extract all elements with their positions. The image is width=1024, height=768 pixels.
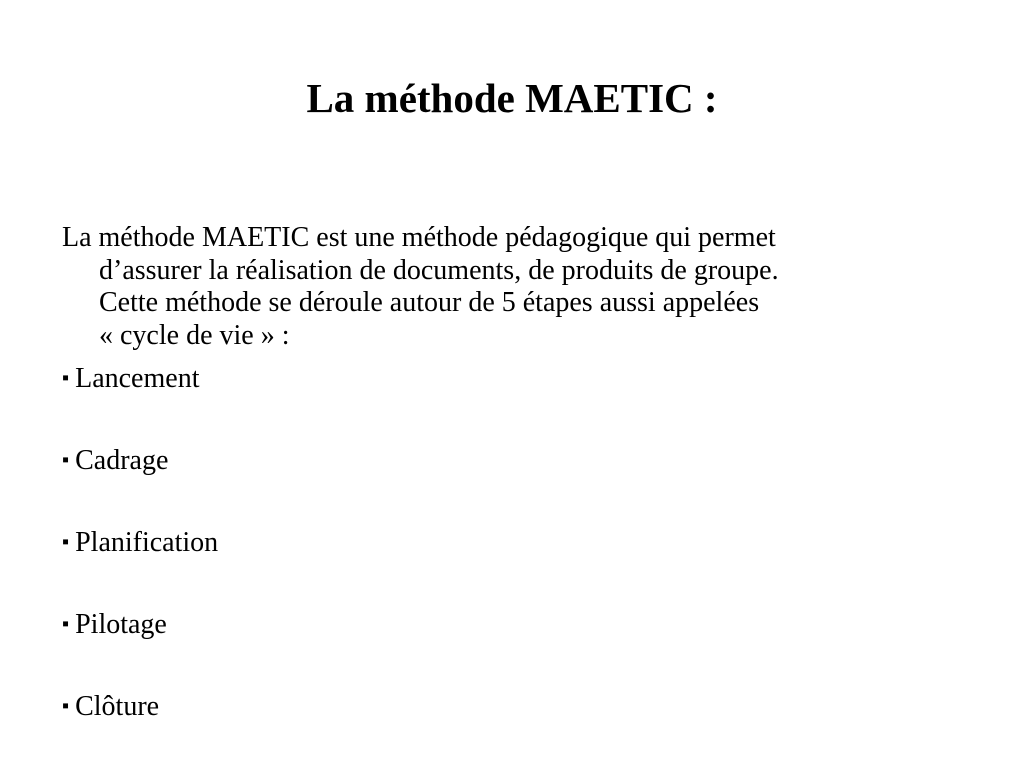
intro-line: « cycle de vie » : <box>99 319 290 351</box>
step-label: Clôture <box>75 691 160 722</box>
square-bullet-icon: ▪ <box>62 695 70 717</box>
step-label: Planification <box>75 527 219 558</box>
step-label: Pilotage <box>75 609 167 640</box>
list-item <box>62 362 199 395</box>
list-item <box>62 608 167 641</box>
intro-paragraph <box>62 222 962 352</box>
intro-line: La méthode MAETIC est une méthode pédagogique qui permet <box>62 222 776 253</box>
list-item <box>62 444 168 477</box>
step-label: Lancement <box>75 363 200 394</box>
square-bullet-icon: ▪ <box>62 449 70 471</box>
intro-line: Cette méthode se déroule autour de 5 étapes aussi appelées <box>99 287 760 318</box>
slide-body <box>62 222 962 722</box>
square-bullet-icon: ▪ <box>62 367 70 389</box>
list-item <box>62 526 218 559</box>
square-bullet-icon: ▪ <box>62 613 70 635</box>
slide-title: La méthode MAETIC : <box>306 75 718 121</box>
list-item <box>62 690 159 723</box>
square-bullet-icon: ▪ <box>62 531 70 553</box>
step-label: Cadrage <box>75 445 169 476</box>
intro-line: d’assurer la réalisation de documents, de produits de groupe. <box>99 254 779 286</box>
